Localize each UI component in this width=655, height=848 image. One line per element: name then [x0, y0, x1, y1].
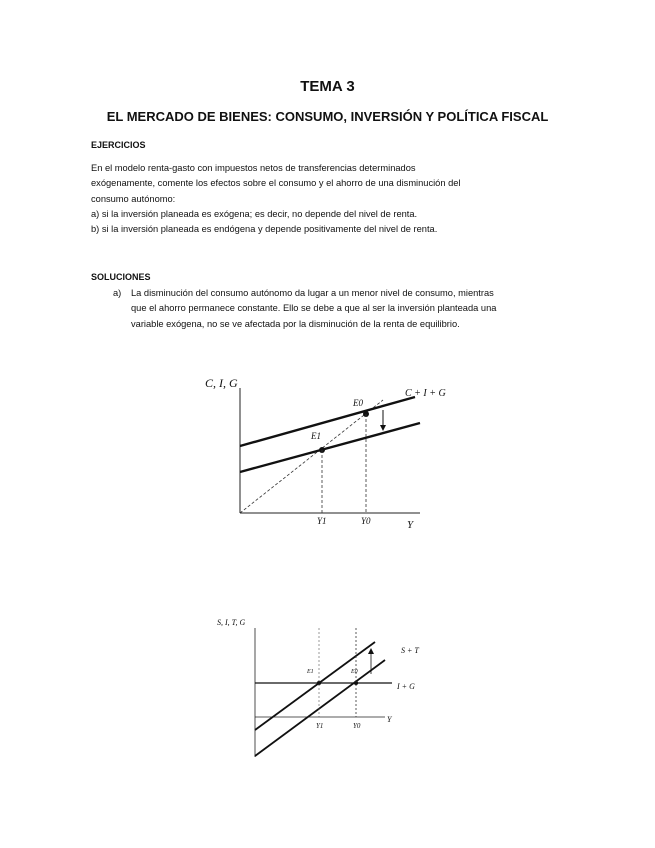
arrow-up-icon [368, 648, 374, 654]
solution-item-label: a) [113, 288, 122, 298]
y1-tick-label: Y1 [316, 722, 324, 730]
statement-line: a) si la inversión planeada es exógena; es decir, no depende del nivel de renta. [91, 208, 418, 219]
aggregate-demand-shifted-line [240, 423, 420, 472]
solution-line: La disminución del consumo autónomo da lugar a un menor nivel de consumo, mientras [131, 288, 494, 298]
y-axis-label: C, I, G [205, 376, 238, 390]
y0-tick-label: Y0 [353, 722, 361, 730]
solutions-heading: SOLUCIONES [91, 272, 151, 282]
x-axis-label: Y [387, 715, 392, 724]
investment-government-label: I + G [397, 682, 415, 691]
savings-investment-graph [215, 612, 440, 762]
x-axis-label: Y [407, 519, 414, 531]
exercises-heading: EJERCICIOS [91, 140, 146, 150]
aggregate-demand-initial-line [240, 397, 415, 446]
y-axis-label: S, I, T, G [217, 618, 246, 627]
savings-taxes-initial-line [255, 660, 385, 756]
statement-line: En el modelo renta-gasto con impuestos netos de transferencias determinados [91, 163, 416, 173]
statement-line: consumo autónomo: [91, 193, 176, 204]
savings-taxes-label: S + T [401, 646, 419, 655]
e1-label: E1 [307, 669, 314, 675]
exercise-statement [91, 161, 531, 237]
page-subtitle: EL MERCADO DE BIENES: CONSUMO, INVERSIÓN Y POLÍTICA FISCAL [106, 109, 549, 124]
e1-label: E1 [311, 431, 321, 441]
statement-line: b) si la inversión planeada es endógena y depende positivamente del nivel de renta. [91, 224, 438, 235]
solution-line: variable exógena, no se ve afectada por la disminución de la renta de equilibrio. [131, 318, 460, 329]
arrow-down-icon [380, 425, 386, 431]
e0-label: E0 [353, 398, 363, 408]
statement-line: exógenamente, comente los efectos sobre el consumo y el ahorro de una disminución del [91, 178, 461, 189]
solution-line: que el ahorro permanece constante. Ello se debe a que al ser la inversión planteada una [131, 303, 497, 314]
y1-tick-label: Y1 [317, 516, 327, 526]
page-title: TEMA 3 [300, 78, 355, 95]
forty-five-degree-line [240, 400, 383, 513]
e0-label: E0 [351, 669, 358, 675]
y0-tick-label: Y0 [361, 516, 371, 526]
keynesian-cross-graph [195, 370, 465, 535]
aggregate-demand-label: C + I + G [405, 388, 446, 399]
